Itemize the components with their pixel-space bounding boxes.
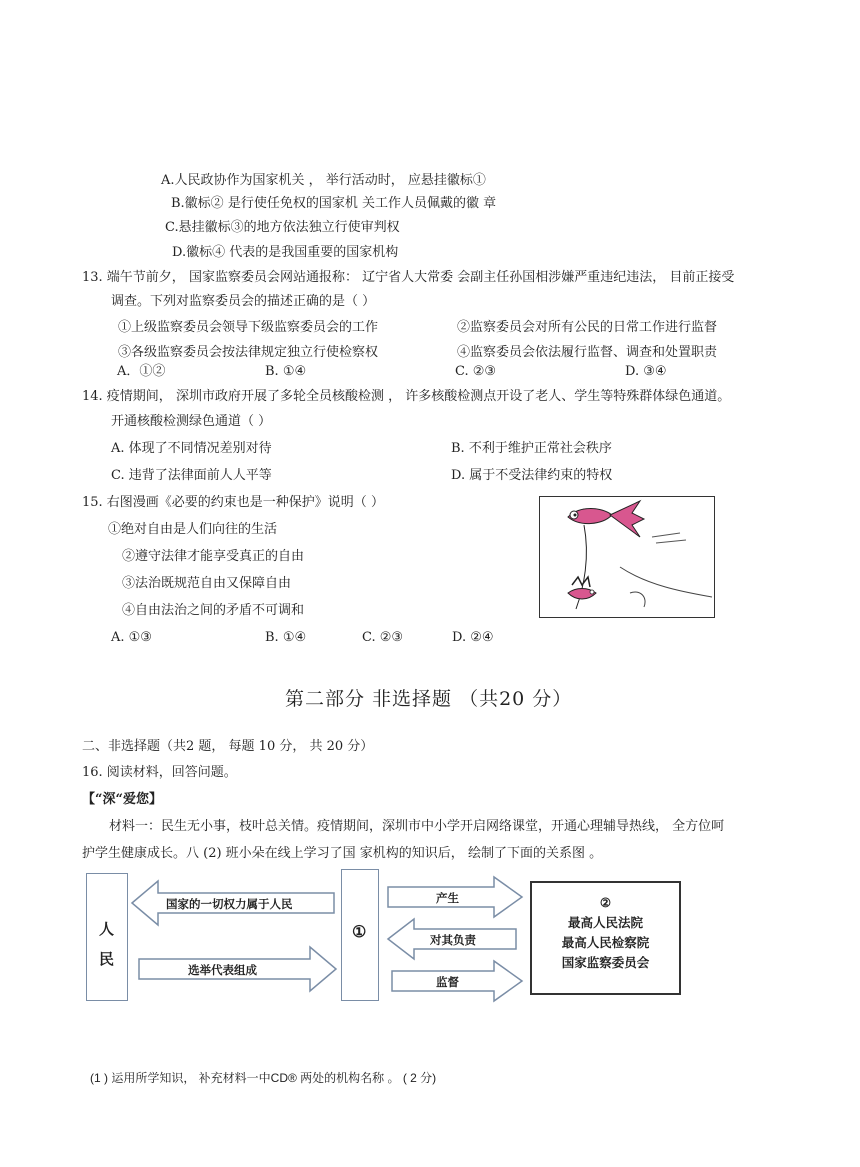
q14-option-a: A. 体现了不同情况差别对待 xyxy=(111,441,272,456)
q13-statement-4: ④监察委员会依法履行监督、调查和处置职责 xyxy=(457,345,718,360)
q15-statement-4: ④自由法治之间的矛盾不可调和 xyxy=(122,603,305,618)
q16-material-line1: 材料一：民生无小事，枝叶总关情。疫情期间，深圳市中小学开启网络课堂，开通心理辅导热线， 全方位呵 xyxy=(109,819,725,834)
people-char-1: 人 xyxy=(99,920,115,938)
q15-stem: 15. 右图漫画《必要的约束也是一种保护》说明（ ） xyxy=(82,495,384,510)
q15-option-c: C. ②③ xyxy=(362,630,404,645)
q15-option-d: D. ②④ xyxy=(452,630,494,645)
state-organ-relationship-diagram xyxy=(84,867,684,1007)
people-box xyxy=(86,873,128,1001)
q15-statement-2: ②遵守法律才能享受真正的自由 xyxy=(122,549,305,564)
q12-option-c: C.悬挂徽标③的地方依法独立行使审判权 xyxy=(165,220,400,235)
q13-stem-line2: 调查。下列对监察委员会的描述正确的是（ ） xyxy=(111,294,376,309)
arrow-label-power: 国家的一切权力属于人民 xyxy=(166,897,293,911)
q12-option-b: B.徽标② 是行使任免权的国家机 关工作人员佩戴的徽 章 xyxy=(171,196,497,211)
arrow-label-responsible: 对其负责 xyxy=(430,933,476,947)
q14-option-b: B. 不利于维护正常社会秩序 xyxy=(451,441,612,456)
q16-stem: 16. 阅读材料，回答问题。 xyxy=(82,765,237,780)
q14-stem-line2: 开通核酸检测绿色通道（ ） xyxy=(111,414,272,429)
q12-option-d: D.徽标④ 代表的是我国重要的国家机构 xyxy=(172,245,399,260)
cartoon-drawing xyxy=(540,497,714,617)
arrow-label-produce: 产生 xyxy=(436,891,459,905)
q16-material-line2: 护学生健康成长。八 (2) 班小朵在线上学习了国 家机构的知识后， 绘制了下面的关系图 。 xyxy=(82,846,603,861)
q14-stem-line1: 14. 疫情期间， 深圳市政府开展了多轮全员核酸检测 ， 许多核酸检测点开设了老人、学生等特殊群体绿色通道。 xyxy=(82,389,731,404)
q12-option-a: A.人民政协作为国家机关 ， 举行活动时， 应悬挂徽标① xyxy=(161,173,486,188)
node-2-line-procuratorate: 最高人民检察院 xyxy=(561,935,650,950)
q15-option-a: A. ①③ xyxy=(111,630,152,645)
q16-subquestion-1: (1 ) 运用所学知识， 补充材料一中CD® 两处的机构名称 。 ( 2 分) xyxy=(90,1071,437,1085)
q15-option-b: B. ①④ xyxy=(265,630,307,645)
q15-statement-1: ①绝对自由是人们向往的生活 xyxy=(108,522,278,537)
arrow-label-elect: 选举代表组成 xyxy=(188,963,257,977)
q16-bracket-title: 【“深“爱您】 xyxy=(82,792,162,807)
q13-option-c: C. ②③ xyxy=(455,364,497,379)
arrow-label-supervise: 监督 xyxy=(436,975,459,989)
q13-statement-3: ③各级监察委员会按法律规定独立行使检察权 xyxy=(118,345,379,360)
node-1-box xyxy=(341,869,379,1001)
node-1-label: ① xyxy=(352,922,367,941)
cartoon-kite-illustration xyxy=(539,496,715,618)
part2-heading: 第二部分 非选择题 （共20 分） xyxy=(285,688,573,710)
q13-option-a: A．①② xyxy=(117,364,166,379)
q13-option-b: B. ①④ xyxy=(265,364,307,379)
node-2-title: ② xyxy=(599,895,612,910)
q14-option-d: D. 属于不受法律约束的特权 xyxy=(451,468,613,483)
node-2-line-court: 最高人民法院 xyxy=(567,915,643,930)
q14-option-c: C. 违背了法律面前人人平等 xyxy=(111,468,272,483)
q13-statement-1: ①上级监察委员会领导下级监察委员会的工作 xyxy=(118,320,379,335)
q13-statement-2: ②监察委员会对所有公民的日常工作进行监督 xyxy=(457,320,718,335)
q15-statement-3: ③法治既规范自由又保障自由 xyxy=(122,576,292,591)
people-char-2: 民 xyxy=(99,950,115,968)
q13-stem-line1: 13. 端午节前夕， 国家监察委员会网站通报称： 辽宁省人大常委 会副主任孙国相涉嫌严重违纪违法， 目前正接受 xyxy=(82,270,735,285)
node-2-box xyxy=(530,881,681,995)
q13-option-d: D. ③④ xyxy=(625,364,667,379)
node-2-line-supervision: 国家监察委员会 xyxy=(561,955,650,970)
section2-title: 二、非选择题（共2 题， 每题 10 分， 共 20 分） xyxy=(82,739,374,754)
